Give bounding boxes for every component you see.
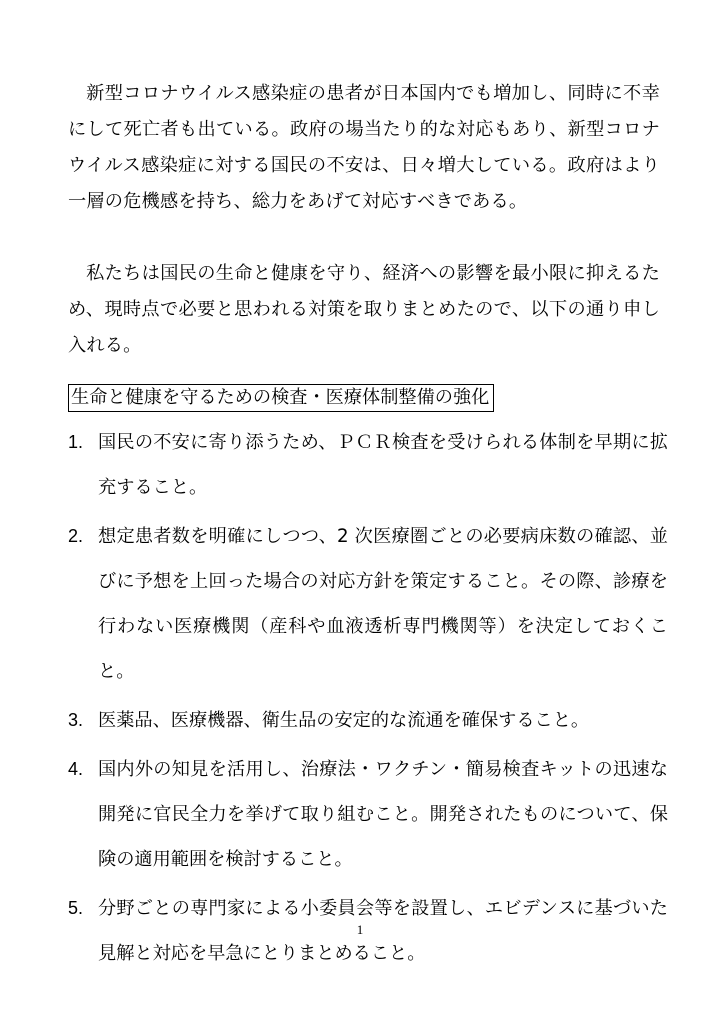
list-item-text: 想定患者数を明確にしつつ、2 次医療圏ごとの必要病床数の確認、並びに予想を上回った場合の対応方針を策定すること。その際、診療を行わない医療機関（産科や血液透析専門機関等）を決定しておくこと。 bbox=[98, 526, 668, 682]
list-item-number: 4. bbox=[68, 759, 84, 779]
section-heading: 生命と健康を守るための検査・医療体制整備の強化 bbox=[68, 384, 494, 412]
list-item-text: 国民の不安に寄り添うため、ＰＣＲ検査を受けられる体制を早期に拡充すること。 bbox=[98, 432, 668, 498]
list-item bbox=[68, 698, 668, 743]
page-number: 1 bbox=[356, 922, 364, 937]
list-item-number: 1. bbox=[68, 432, 84, 452]
intro-paragraph-2 bbox=[68, 256, 660, 364]
list-item-text: 国内外の知見を活用し、治療法・ワクチン・簡易検査キットの迅速な開発に官民全力を挙げて取り組むこと。開発されたものについて、保険の適用範囲を検討すること。 bbox=[98, 759, 668, 870]
list-item bbox=[68, 747, 668, 882]
list-item-text: 分野ごとの専門家による小委員会等を設置し、エビデンスに基づいた見解と対応を早急にとりまとめること。 bbox=[98, 898, 668, 964]
list-item bbox=[68, 420, 668, 510]
intro-paragraph-1 bbox=[68, 76, 660, 220]
list-item bbox=[68, 514, 668, 694]
list-item-number: 5. bbox=[68, 898, 84, 918]
list-item-number: 2. bbox=[68, 526, 84, 546]
list-item-number: 3. bbox=[68, 710, 84, 730]
list-item-text: 医薬品、医療機器、衛生品の安定的な流通を確保すること。 bbox=[98, 710, 590, 731]
intro-paragraph-1-text: 新型コロナウイルス感染症の患者が日本国内でも増加し、同時に不幸にして死亡者も出ている。政府の場当たり的な対応もあり、新型コロナウイルス感染症に対する国民の不安は、日々増大している。政府はより一層の危機感を持ち、総力をあげて対応すべきである。 bbox=[68, 83, 660, 212]
measures-list bbox=[68, 420, 668, 980]
intro-paragraph-2-text: 私たちは国民の生命と健康を守り、経済への影響を最小限に抑えるため、現時点で必要と思われる対策を取りまとめたので、以下の通り申し入れる。 bbox=[68, 263, 660, 356]
